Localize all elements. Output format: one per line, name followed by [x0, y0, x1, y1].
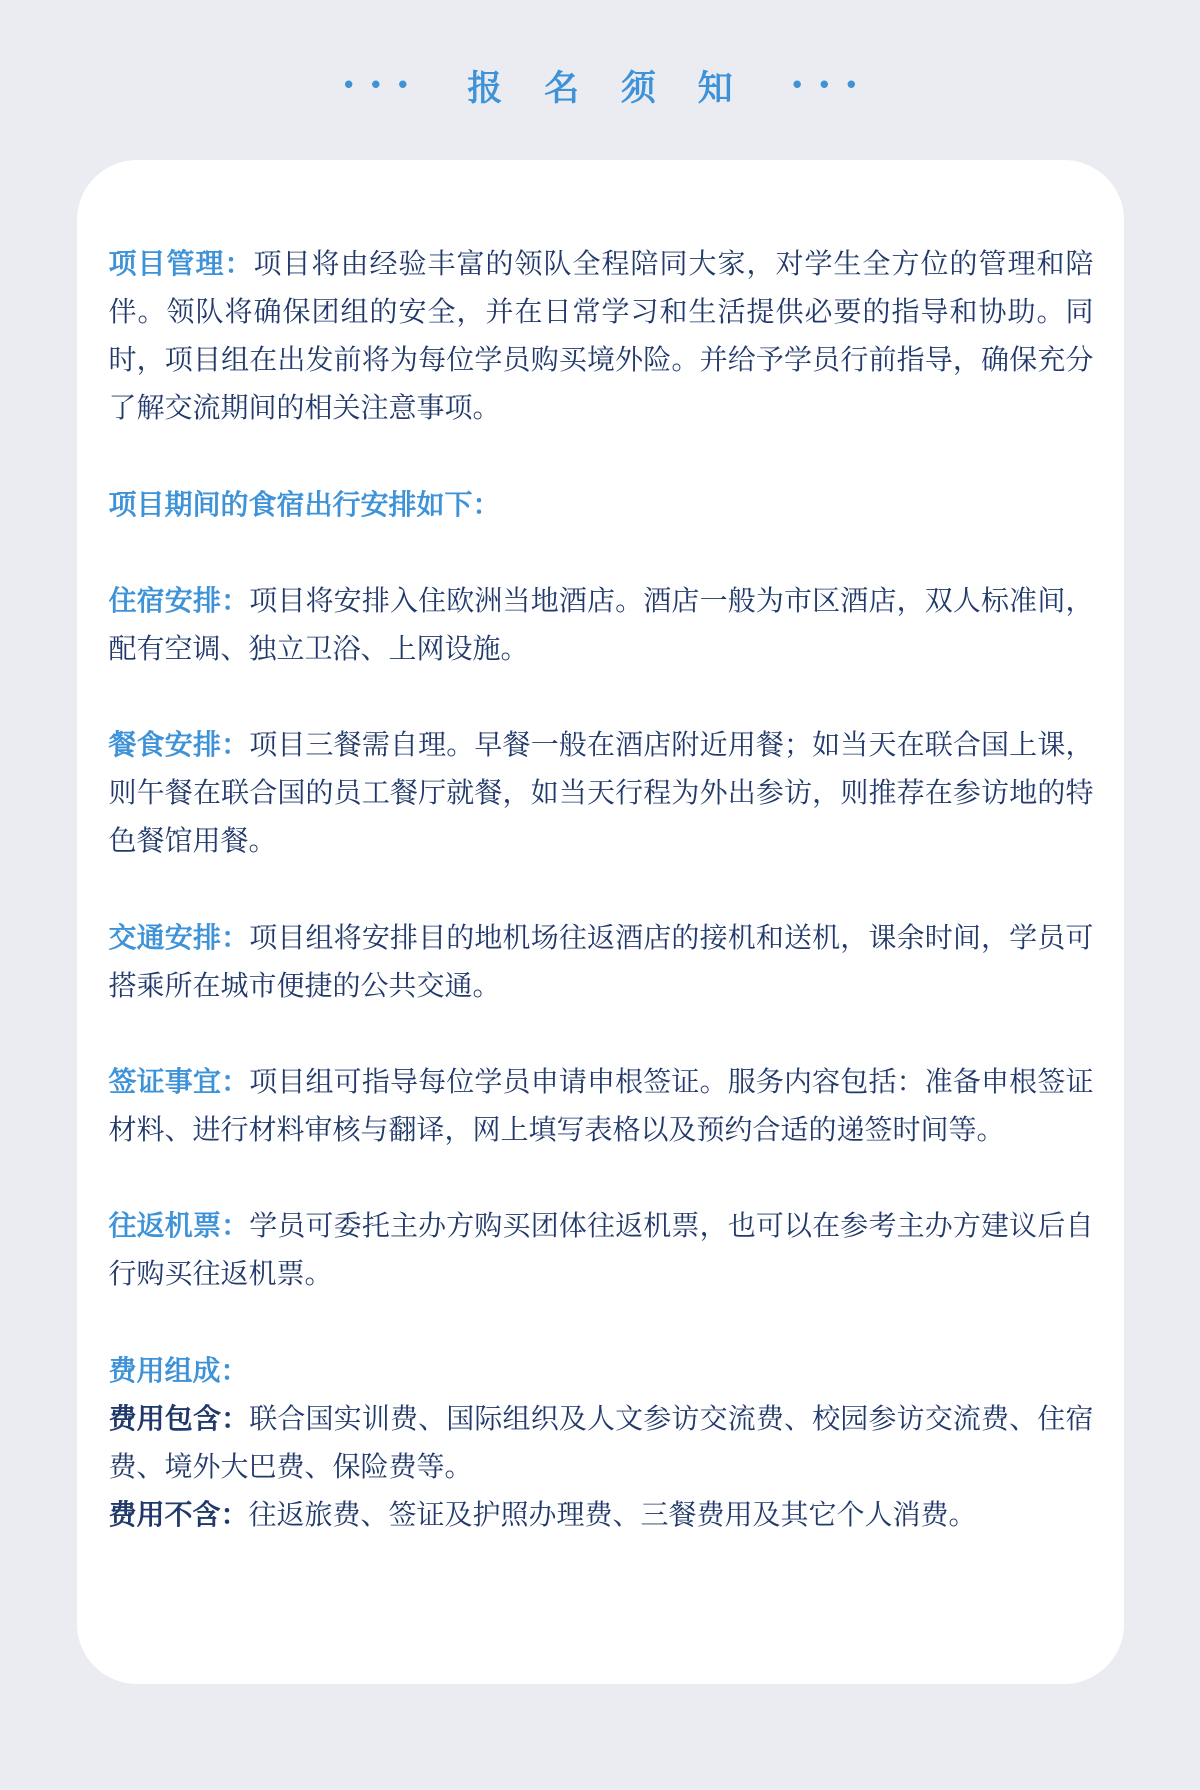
paragraph-text: 学员可委托主办方购买团体往返机票，也可以在参考主办方建议后自行购买往返机票。 [108, 1210, 1094, 1290]
paragraph-flights [109, 1202, 1094, 1298]
paragraph-label: 交通安排： [108, 921, 250, 953]
paragraph-fees [109, 1347, 1094, 1540]
fees-heading: 费用组成： [108, 1354, 249, 1386]
fees-include-line [109, 1395, 1094, 1491]
title-dots-left-icon: ••• [344, 69, 426, 99]
paragraph-label: 签证事宜： [108, 1065, 250, 1097]
paragraph-text: 项目将由经验丰富的领队全程陪同大家，对学生全方位的管理和陪伴。领队将确保团组的安全，并在日常学习和生活提供必要的指导和协助。同时，项目组在出发前将为每位学员购买境外险。并给予学员行前指导，确保充分了解交流期间的相关注意事项。 [108, 248, 1094, 424]
fees-exclude-text: 往返旅费、签证及护照办理费、三餐费用及其它个人消费。 [248, 1498, 977, 1530]
paragraph-text: 项目组将安排目的地机场往返酒店的接机和送机，课余时间，学员可搭乘所在城市便捷的公共交通。 [108, 921, 1094, 1001]
paragraph-label: 餐食安排： [108, 729, 250, 761]
paragraph-label: 往返机票： [108, 1210, 250, 1242]
paragraph-accommodation [109, 577, 1094, 673]
fees-include-text: 联合国实训费、国际组织及人文参访交流费、校园参访交流费、住宿费、境外大巴费、保险费等。 [108, 1402, 1094, 1482]
paragraph-meals [109, 721, 1094, 865]
paragraph-text: 项目组可指导每位学员申请申根签证。服务内容包括：准备申根签证材料、进行材料审核与翻译，网上填写表格以及预约合适的递签时间等。 [108, 1065, 1094, 1146]
fees-heading-line [109, 1347, 1094, 1395]
page-title-text: 报 名 须 知 [467, 69, 749, 108]
paragraph-project-management [109, 240, 1094, 433]
paragraph-text: 项目三餐需自理。早餐一般在酒店附近用餐；如当天在联合国上课，则午餐在联合国的员工餐厅就餐，如当天行程为外出参访，则推荐在参访地的特色餐馆用餐。 [108, 729, 1094, 857]
fees-exclude-label: 费用不含： [108, 1498, 249, 1530]
fees-exclude-line [109, 1491, 1094, 1539]
title-dots-right-icon: ••• [792, 69, 874, 99]
paragraph-label: 住宿安排： [108, 584, 250, 616]
paragraph-arrangements-header [109, 481, 1094, 529]
section-header: 项目期间的食宿出行安排如下： [108, 488, 501, 520]
notice-card [77, 160, 1124, 1684]
paragraph-transportation [109, 914, 1094, 1010]
paragraph-text: 项目将安排入住欧洲当地酒店。酒店一般为市区酒店，双人标准间，配有空调、独立卫浴、上网设施。 [108, 584, 1094, 664]
paragraph-label: 项目管理： [108, 248, 254, 279]
paragraph-visa [109, 1058, 1094, 1154]
fees-include-label: 费用包含： [108, 1402, 250, 1434]
page-title [0, 58, 1200, 114]
